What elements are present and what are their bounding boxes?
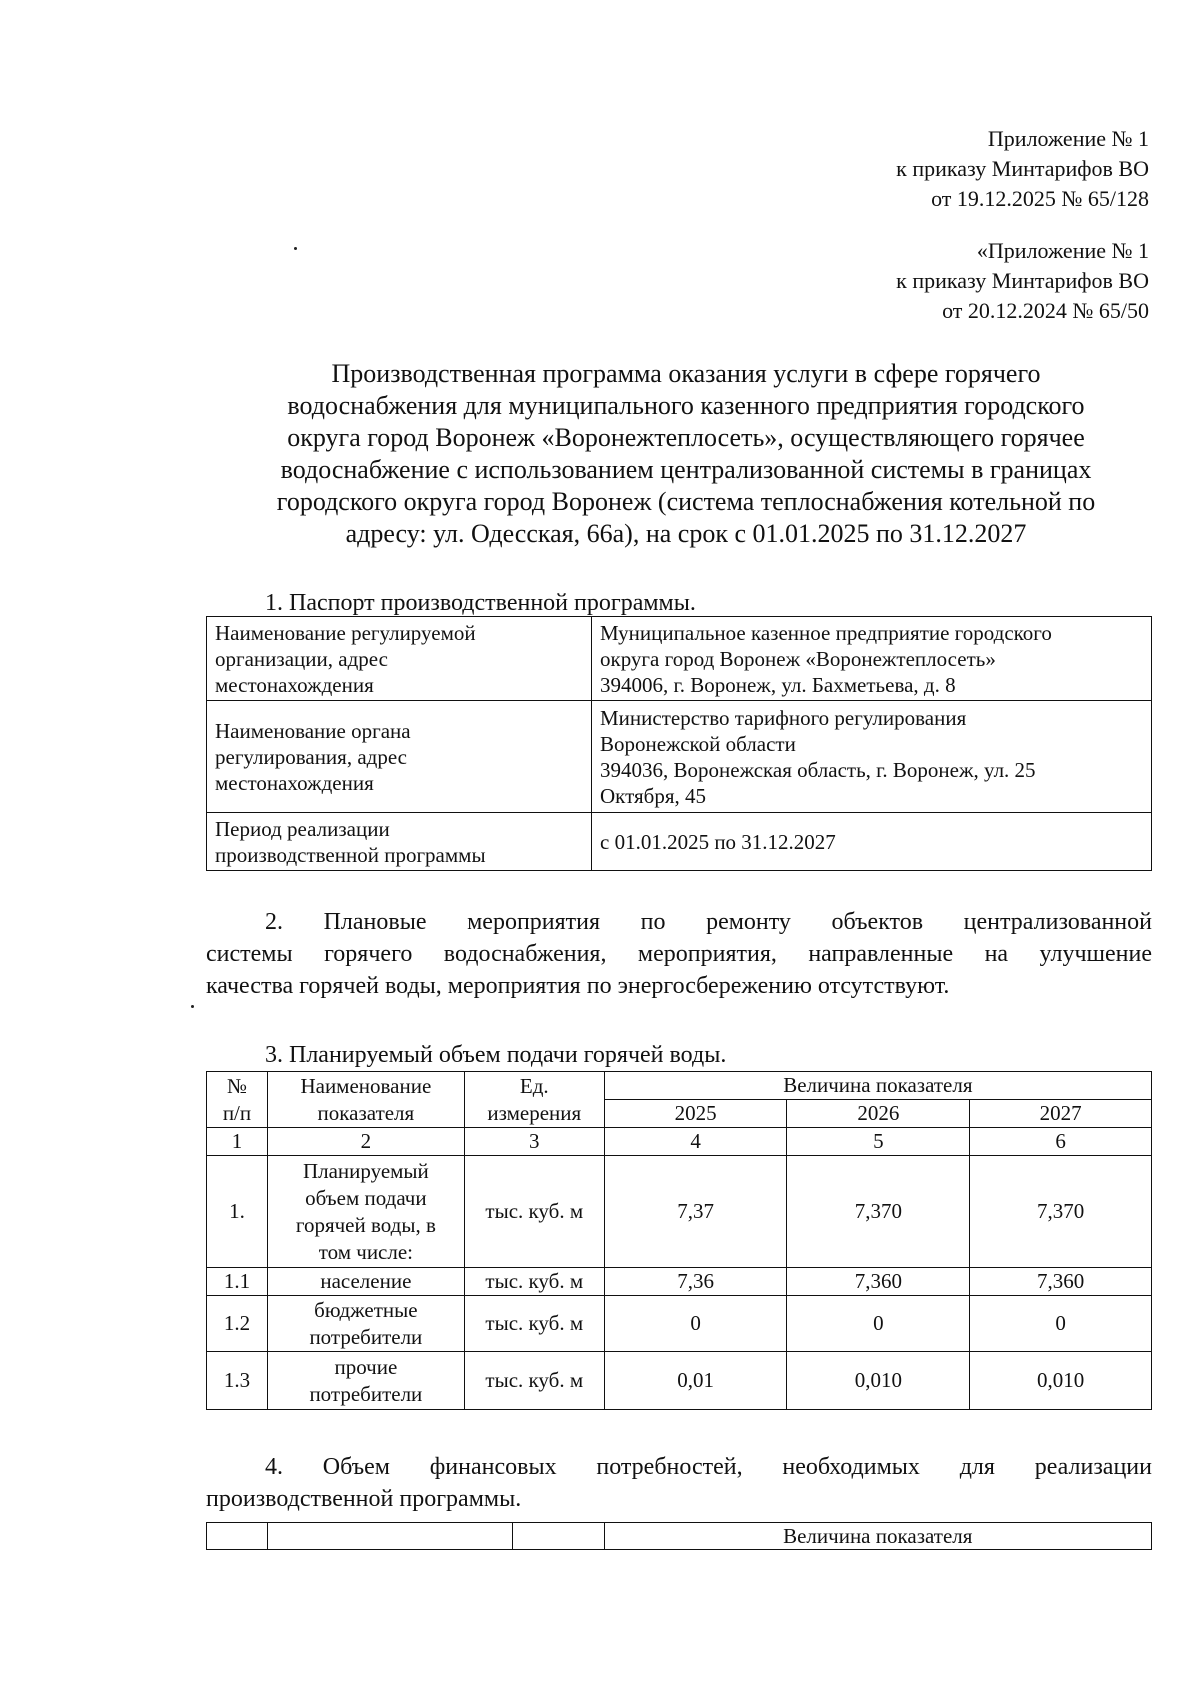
financial-table — [206, 1522, 1152, 1550]
appendix-current-line: от 19.12.2025 № 65/128 — [931, 186, 1149, 211]
passport-value-line: Муниципальное казенное предприятие городского — [600, 620, 1052, 645]
section1-heading: 1. Паспорт производственной программы. — [265, 590, 696, 616]
title-line: городского округа город Воронеж (система теплоснабжения котельной по — [276, 487, 1096, 516]
table-row — [207, 813, 1152, 871]
passport-label-line: Наименование органа — [215, 718, 411, 743]
title-line: водоснабжения для муниципального казенного предприятия городского — [287, 391, 1085, 420]
section2-paragraph — [206, 906, 1152, 1002]
passport-label-line: производственной программы — [215, 842, 486, 867]
passport-value-line: с 01.01.2025 по 31.12.2027 — [600, 829, 836, 854]
row-name-line: объем подачи — [305, 1185, 427, 1210]
row-name-line: потребители — [309, 1324, 423, 1349]
column-header-name — [267, 1072, 464, 1128]
paragraph-line: качества горячей воды, мероприятия по энергосбережению отсутствуют. — [206, 973, 950, 999]
passport-value-line: Октября, 45 — [600, 783, 706, 808]
paragraph-line: 2. Плановые мероприятия по ремонту объектов централизованной — [265, 909, 1152, 935]
row-name-line: бюджетные — [314, 1297, 418, 1322]
title-line: Производственная программа оказания услуги в сфере горячего — [331, 359, 1041, 388]
column-header-value-group: Величина показателя — [604, 1523, 1151, 1550]
row-value: 7,36 — [604, 1268, 787, 1296]
header-line: показателя — [317, 1100, 415, 1125]
document-title — [206, 358, 1166, 550]
passport-value-cell — [592, 617, 1152, 701]
passport-table — [206, 616, 1152, 871]
row-value: 0 — [604, 1296, 787, 1352]
title-line: водоснабжение с использованием централизованной системы в границах — [280, 455, 1092, 484]
passport-value-line: Министерство тарифного регулирования — [600, 705, 967, 730]
row-value: 7,360 — [787, 1268, 970, 1296]
row-value: 0,010 — [787, 1352, 970, 1410]
passport-value-cell — [592, 701, 1152, 813]
row-value: 0,01 — [604, 1352, 787, 1410]
passport-label-cell — [207, 701, 592, 813]
row-name-line: потребители — [309, 1381, 423, 1406]
empty-header-cell — [512, 1523, 604, 1550]
section4-heading — [206, 1451, 1152, 1515]
column-number-row — [207, 1128, 1152, 1156]
row-num: 1.2 — [207, 1296, 268, 1352]
column-number: 1 — [207, 1128, 268, 1156]
column-number: 3 — [464, 1128, 604, 1156]
row-name-line: горячей воды, в — [295, 1212, 436, 1237]
table-row — [207, 1296, 1152, 1352]
empty-header-cell — [267, 1523, 512, 1550]
row-value: 0 — [787, 1296, 970, 1352]
row-name — [267, 1352, 464, 1410]
row-num: 1.1 — [207, 1268, 268, 1296]
column-number: 5 — [787, 1128, 970, 1156]
passport-value-line: 394006, г. Воронеж, ул. Бахметьева, д. 8 — [600, 672, 956, 697]
row-name-line: том числе: — [318, 1239, 414, 1264]
row-unit: тыс. куб. м — [464, 1296, 604, 1352]
column-header-year: 2026 — [787, 1100, 970, 1128]
header-line: № — [226, 1073, 247, 1098]
column-number: 6 — [970, 1128, 1152, 1156]
header-line: измерения — [487, 1100, 582, 1125]
passport-label-cell — [207, 813, 592, 871]
row-num: 1.3 — [207, 1352, 268, 1410]
appendix-current — [896, 124, 1149, 214]
appendix-previous-line: «Приложение № 1 — [976, 238, 1149, 263]
column-header-unit — [464, 1072, 604, 1128]
table-header-row — [207, 1523, 1152, 1550]
table-row — [207, 1156, 1152, 1268]
paragraph-line: 4. Объем финансовых потребностей, необходимых для реализации — [265, 1454, 1152, 1480]
column-number: 4 — [604, 1128, 787, 1156]
row-value: 0 — [970, 1296, 1152, 1352]
column-header-year: 2025 — [604, 1100, 787, 1128]
row-value: 7,370 — [970, 1156, 1152, 1268]
passport-label-line: Период реализации — [215, 816, 390, 841]
paragraph-line: производственной программы. — [206, 1486, 522, 1512]
volume-table — [206, 1071, 1152, 1410]
passport-label-line: организации, адрес — [215, 646, 388, 671]
column-number: 2 — [267, 1128, 464, 1156]
paragraph-line: системы горячего водоснабжения, мероприятия, направленные на улучшение — [206, 941, 1152, 967]
passport-label-line: регулирования, адрес — [215, 744, 407, 769]
column-header-value-group: Величина показателя — [604, 1072, 1151, 1100]
row-unit: тыс. куб. м — [464, 1352, 604, 1410]
appendix-current-line: Приложение № 1 — [987, 126, 1149, 151]
row-name-line: Планируемый — [302, 1158, 429, 1183]
table-row — [207, 701, 1152, 813]
header-line: Наименование — [300, 1073, 432, 1098]
header-line: п/п — [222, 1100, 252, 1125]
table-row — [207, 617, 1152, 701]
scan-speck — [294, 247, 297, 250]
scan-speck — [191, 1005, 194, 1008]
row-value: 7,370 — [787, 1156, 970, 1268]
row-unit: тыс. куб. м — [464, 1156, 604, 1268]
passport-value-line: 394036, Воронежская область, г. Воронеж, ул. 25 — [600, 757, 1036, 782]
passport-value-cell — [592, 813, 1152, 871]
passport-label-cell — [207, 617, 592, 701]
row-name: население — [267, 1268, 464, 1296]
appendix-current-line: к приказу Минтарифов ВО — [896, 156, 1149, 181]
passport-label-line: местонахождения — [215, 770, 374, 795]
appendix-previous — [896, 236, 1149, 326]
table-row — [207, 1352, 1152, 1410]
table-header-row — [207, 1072, 1152, 1100]
row-name — [267, 1156, 464, 1268]
row-unit: тыс. куб. м — [464, 1268, 604, 1296]
section3-heading: 3. Планируемый объем подачи горячей воды. — [265, 1042, 727, 1068]
row-name — [267, 1296, 464, 1352]
passport-value-line: округа город Воронеж «Воронежтеплосеть» — [600, 646, 996, 671]
column-header-year: 2027 — [970, 1100, 1152, 1128]
row-num: 1. — [207, 1156, 268, 1268]
column-header-num — [207, 1072, 268, 1128]
table-row — [207, 1268, 1152, 1296]
row-value: 0,010 — [970, 1352, 1152, 1410]
row-value: 7,360 — [970, 1268, 1152, 1296]
passport-label-line: местонахождения — [215, 672, 374, 697]
title-line: округа город Воронеж «Воронежтеплосеть», осуществляющего горячее — [287, 423, 1085, 452]
appendix-previous-line: к приказу Минтарифов ВО — [896, 268, 1149, 293]
passport-value-line: Воронежской области — [600, 731, 796, 756]
header-line: Ед. — [519, 1073, 549, 1098]
appendix-previous-line: от 20.12.2024 № 65/50 — [942, 298, 1149, 323]
title-line: адресу: ул. Одесская, 66а), на срок с 01.01.2025 по 31.12.2027 — [345, 519, 1027, 548]
row-name-line: прочие — [334, 1354, 398, 1379]
row-value: 7,37 — [604, 1156, 787, 1268]
empty-header-cell — [207, 1523, 268, 1550]
passport-label-line: Наименование регулируемой — [215, 620, 476, 645]
